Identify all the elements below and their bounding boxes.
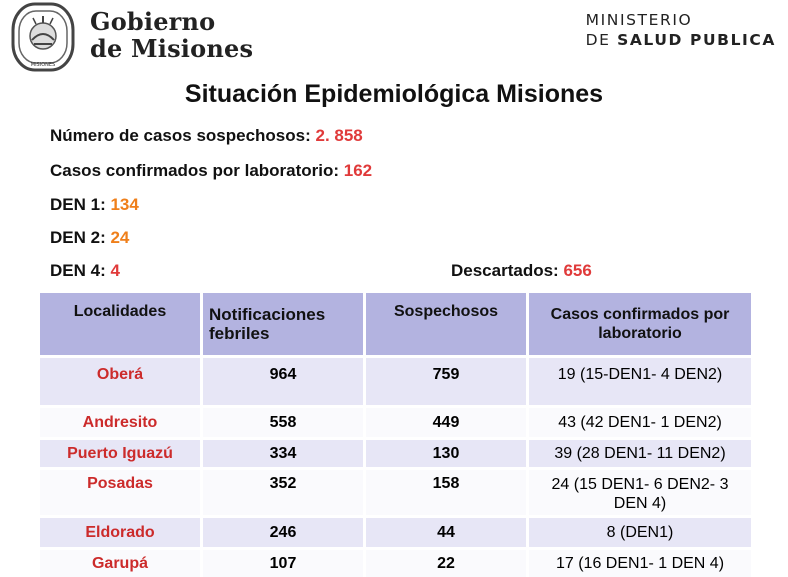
table-row (40, 515, 751, 547)
stat-den2-label: DEN 2: (50, 228, 111, 247)
table-row (40, 355, 751, 405)
government-name (90, 8, 253, 62)
cell-sospechosos: 158 (366, 467, 529, 515)
epidemiology-table (40, 293, 751, 577)
cell-confirmados: 43 (42 DEN1- 1 DEN2) (529, 405, 751, 437)
cell-notificaciones: 334 (203, 437, 366, 467)
cell-confirmados: 24 (15 DEN1- 6 DEN2- 3 DEN 4) (529, 467, 751, 515)
stat-den2-value: 24 (110, 228, 130, 247)
cell-localidad: Andresito (40, 405, 203, 437)
cell-sospechosos: 130 (366, 437, 529, 467)
cell-confirmados: 17 (16 DEN1- 1 DEN 4) (529, 547, 751, 577)
cell-sospechosos: 449 (366, 405, 529, 437)
cell-notificaciones: 964 (203, 355, 366, 405)
stat-den4-label: DEN 4: (50, 261, 111, 280)
cell-localidad: Oberá (40, 355, 203, 405)
cell-notificaciones: 107 (203, 547, 366, 577)
cell-notificaciones: 246 (203, 515, 366, 547)
ministry-line2-bold: SALUD PUBLICA (617, 31, 776, 49)
stat-sospechosos-value: 2. 858 (315, 126, 363, 145)
page-title: Situación Epidemiológica Misiones (184, 80, 604, 108)
cell-localidad: Posadas (40, 467, 203, 515)
cell-sospechosos: 759 (366, 355, 529, 405)
cell-confirmados: 39 (28 DEN1- 11 DEN2) (529, 437, 751, 467)
svg-text:MISIONES: MISIONES (30, 62, 56, 68)
ministry-line2-prefix: DE (585, 31, 618, 49)
stat-sospechosos (50, 126, 363, 146)
cell-notificaciones: 558 (203, 405, 366, 437)
header-casos-confirmados: Casos confirmados por laboratorio (529, 293, 751, 355)
stat-sospechosos-label: Número de casos sospechosos: (50, 126, 316, 145)
header-notificaciones: Notificaciones febriles (203, 293, 366, 355)
cell-confirmados: 19 (15-DEN1- 4 DEN2) (529, 355, 751, 405)
ministry-name (586, 10, 776, 50)
stat-confirmados-value: 162 (343, 161, 373, 180)
cell-sospechosos: 44 (366, 515, 529, 547)
cell-confirmados: 8 (DEN1) (529, 515, 751, 547)
stat-den1-label: DEN 1: (50, 195, 111, 214)
cell-localidad: Eldorado (40, 515, 203, 547)
stat-den4 (50, 261, 120, 281)
cell-notificaciones: 352 (203, 467, 366, 515)
misiones-seal-logo (10, 2, 76, 72)
gov-line2: de Misiones (90, 34, 254, 63)
ministry-line1: MINISTERIO (585, 11, 693, 29)
table-row (40, 405, 751, 437)
stat-den1 (50, 195, 139, 215)
stat-den4-value: 4 (110, 261, 120, 280)
stat-descartados-label: Descartados: (451, 261, 564, 280)
gov-line1: Gobierno (90, 7, 216, 36)
stat-den2 (50, 228, 129, 248)
cell-localidad: Garupá (40, 547, 203, 577)
stat-descartados (451, 261, 592, 281)
cell-localidad: Puerto Iguazú (40, 437, 203, 467)
stat-confirmados (50, 161, 372, 181)
stat-confirmados-label: Casos confirmados por laboratorio: (50, 161, 344, 180)
stat-den1-value: 134 (110, 195, 139, 214)
cell-sospechosos: 22 (366, 547, 529, 577)
header-localidades: Localidades (40, 293, 203, 355)
table-row (40, 467, 751, 515)
stat-descartados-value: 656 (563, 261, 592, 280)
ministry-line2 (586, 30, 776, 50)
header-sospechosos: Sospechosos (366, 293, 529, 355)
table-row (40, 437, 751, 467)
